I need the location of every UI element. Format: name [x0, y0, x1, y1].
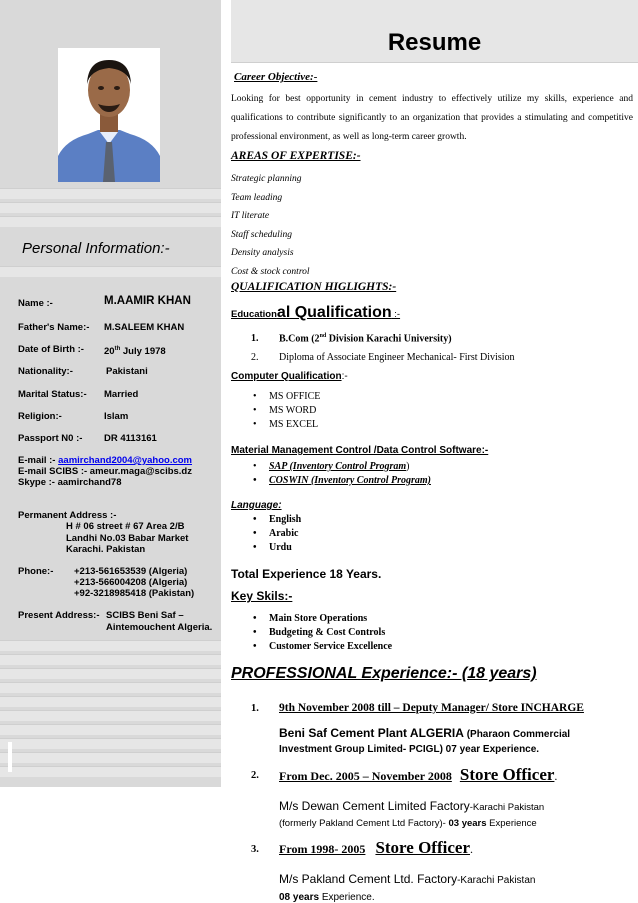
comp-heading-text: Computer Qualification	[231, 371, 342, 382]
divider	[0, 738, 221, 749]
job-1	[231, 703, 633, 763]
father-value: M.SALEEM KHAN	[104, 322, 185, 333]
professional-heading: PROFESSIONAL Experience:- (18 years)	[231, 665, 537, 682]
passport-label: Passport N0 :-	[18, 433, 83, 444]
job-company-tail: (Pharaon Commercial	[463, 729, 571, 740]
job-role-tail: .	[554, 769, 558, 783]
expertise-item: Cost & stock control	[231, 266, 310, 277]
father-label: Father's Name:-	[18, 322, 90, 333]
edu-text: B.Com (2	[279, 333, 320, 345]
passport-value: DR 4113161	[104, 433, 157, 444]
job-num: 3.	[251, 844, 259, 855]
dob-day: 20	[104, 346, 115, 358]
job-company: M/s Dewan Cement Limited Factory	[279, 799, 470, 813]
perm-address-label: Permanent Address :-	[18, 510, 117, 521]
email-link[interactable]: aamirchand2004@yahoo.com	[58, 455, 192, 466]
religion-label: Religion:-	[18, 411, 62, 422]
computer-list	[231, 390, 633, 432]
expertise-item: Team leading	[231, 192, 283, 203]
phone-label: Phone:-	[18, 566, 54, 577]
career-heading: Career Objective:-	[234, 71, 318, 83]
education-heading	[231, 304, 633, 322]
divider	[0, 696, 221, 707]
edu-sup: nd	[319, 333, 327, 339]
divider	[0, 216, 221, 227]
dob-value	[104, 344, 166, 357]
phone-line: +213-566004208 (Algeria)	[74, 577, 188, 588]
expertise-heading: AREAS OF EXPERTISE:-	[231, 150, 361, 162]
list-item: • Budgeting & Cost Controls	[231, 626, 633, 640]
phone-line: +92-3218985418 (Pakistan)	[74, 588, 195, 599]
present-address-line: Aintemouchent Algeria.	[106, 622, 213, 633]
list-item: • MS EXCEL	[231, 418, 633, 432]
mm-list	[231, 460, 633, 488]
job-role: Store Officer	[459, 765, 555, 784]
edu-text: Division Karachi University)	[326, 333, 452, 345]
edu-small: Education	[231, 309, 277, 320]
job-2	[231, 765, 633, 829]
career-text: Looking for best opportunity in cement industry to effectively utilize my skills, experience and qualifications to contribute significantly to an organization that provides a stimulating and competitive professional environment, as well as long-term career growth.	[231, 94, 633, 142]
edu-big: al Qualification	[276, 304, 392, 321]
perm-address-line: Karachi. Pakistan	[66, 544, 146, 555]
list-item: • English	[231, 513, 633, 527]
list-item: • Arabic	[231, 527, 633, 541]
perm-address-line: Landhi No.03 Babar Market	[66, 533, 189, 544]
divider	[0, 710, 221, 721]
job-num: 1.	[251, 703, 259, 714]
mm-tail: )	[406, 461, 410, 472]
list-item: • Urdu	[231, 541, 633, 555]
divider	[0, 682, 221, 693]
perm-address-line: H # 06 street # 67 Area 2/B	[66, 521, 185, 532]
profile-photo	[58, 48, 160, 182]
job-company: Beni Saf Cement Plant ALGERIA	[279, 726, 464, 740]
mm-heading: Material Management Control /Data Control Software:-	[231, 445, 489, 456]
job-detail: Experience.	[319, 892, 375, 903]
job-company-tail: -Karachi Pakistan	[457, 875, 536, 886]
job-detail: Investment Group Limited- PCIGL) 07 year Experience.	[279, 744, 540, 755]
divider	[0, 724, 221, 735]
job-title: From Dec. 2005 – November 2008	[279, 769, 452, 783]
job-detail: (formerly Pakland Cement Ltd Factory)-	[279, 818, 449, 829]
job-role: Store Officer	[375, 838, 470, 857]
comp-tail: :-	[341, 371, 348, 382]
list-item: • Customer Service Excellence	[231, 640, 633, 654]
job-years: 03 years	[448, 818, 487, 829]
language-list	[231, 513, 633, 555]
divider	[0, 188, 221, 199]
divider	[0, 202, 221, 213]
list-item: • MS WORD	[231, 404, 633, 418]
divider	[0, 668, 221, 679]
expertise-item: Staff scheduling	[231, 229, 292, 240]
dob-sup: th	[114, 346, 121, 352]
nationality-value: Pakistani	[106, 366, 148, 377]
list-item: • Main Store Operations	[231, 612, 633, 626]
edu-num: 2.	[251, 352, 259, 363]
job-3	[231, 838, 633, 903]
present-address-label: Present Address:-	[18, 610, 100, 621]
computer-heading	[231, 371, 633, 382]
divider	[8, 742, 12, 772]
edu-text: Diploma of Associate Engineer Mechanical- First Division	[279, 352, 515, 363]
phone-line: +213-561653539 (Algeria)	[74, 566, 188, 577]
total-experience: Total Experience 18 Years.	[231, 567, 382, 581]
job-years: 08 years	[279, 892, 320, 903]
job-company: M/s Pakland Cement Ltd. Factory	[279, 872, 458, 886]
language-heading: Language:	[231, 500, 282, 511]
divider	[0, 640, 221, 651]
divider	[0, 752, 221, 763]
skills-list	[231, 612, 633, 654]
dob-label: Date of Birth :-	[18, 344, 84, 355]
skills-heading: Key Skils:-	[231, 589, 293, 603]
expertise-item: Density analysis	[231, 248, 294, 258]
divider	[0, 766, 221, 777]
page-title: Resume	[387, 29, 482, 56]
list-item: • COSWIN (Inventory Control Program)	[231, 474, 633, 488]
nationality-label: Nationality:-	[18, 366, 73, 377]
divider	[0, 654, 221, 665]
mm-item: SAP (Inventory Control Program	[269, 461, 407, 472]
expertise-item: IT literate	[231, 211, 270, 221]
religion-value: Islam	[104, 411, 129, 422]
divider	[0, 266, 221, 277]
skype-text: Skype :- aamirchand78	[18, 477, 122, 488]
job-detail: Experience	[486, 818, 537, 829]
title-bar	[231, 0, 638, 63]
qualification-heading: QUALIFICATION HIGLIGHTS:-	[231, 281, 397, 293]
job-title: 9th November 2008 till – Deputy Manager/ Store INCHARGE	[279, 702, 584, 714]
dob-rest: July 1978	[120, 346, 166, 358]
email2-text: E-mail SCIBS :- ameur.maga@scibs.dz	[18, 466, 192, 477]
marital-value: Married	[104, 389, 139, 400]
edu-num: 1.	[251, 333, 259, 344]
edu-tail: :-	[391, 309, 401, 320]
marital-label: Marital Status:-	[18, 389, 87, 400]
present-address-line: SCIBS Beni Saf –	[106, 610, 184, 621]
expertise-list	[231, 170, 633, 281]
job-role-tail: .	[470, 842, 473, 856]
job-title: From 1998- 2005	[279, 842, 366, 856]
expertise-item: Strategic planning	[231, 174, 302, 184]
info-row-email	[18, 455, 192, 466]
personal-info-heading: Personal Information:-	[22, 240, 170, 257]
job-company-tail: -Karachi Pakistan	[469, 802, 545, 813]
list-item	[231, 460, 633, 474]
list-item: • MS OFFICE	[231, 390, 633, 404]
job-num: 2.	[251, 770, 259, 781]
name-value: M.AAMIR KHAN	[104, 295, 191, 307]
email-label: E-mail :-	[18, 455, 59, 466]
name-label: Name :-	[18, 298, 53, 309]
